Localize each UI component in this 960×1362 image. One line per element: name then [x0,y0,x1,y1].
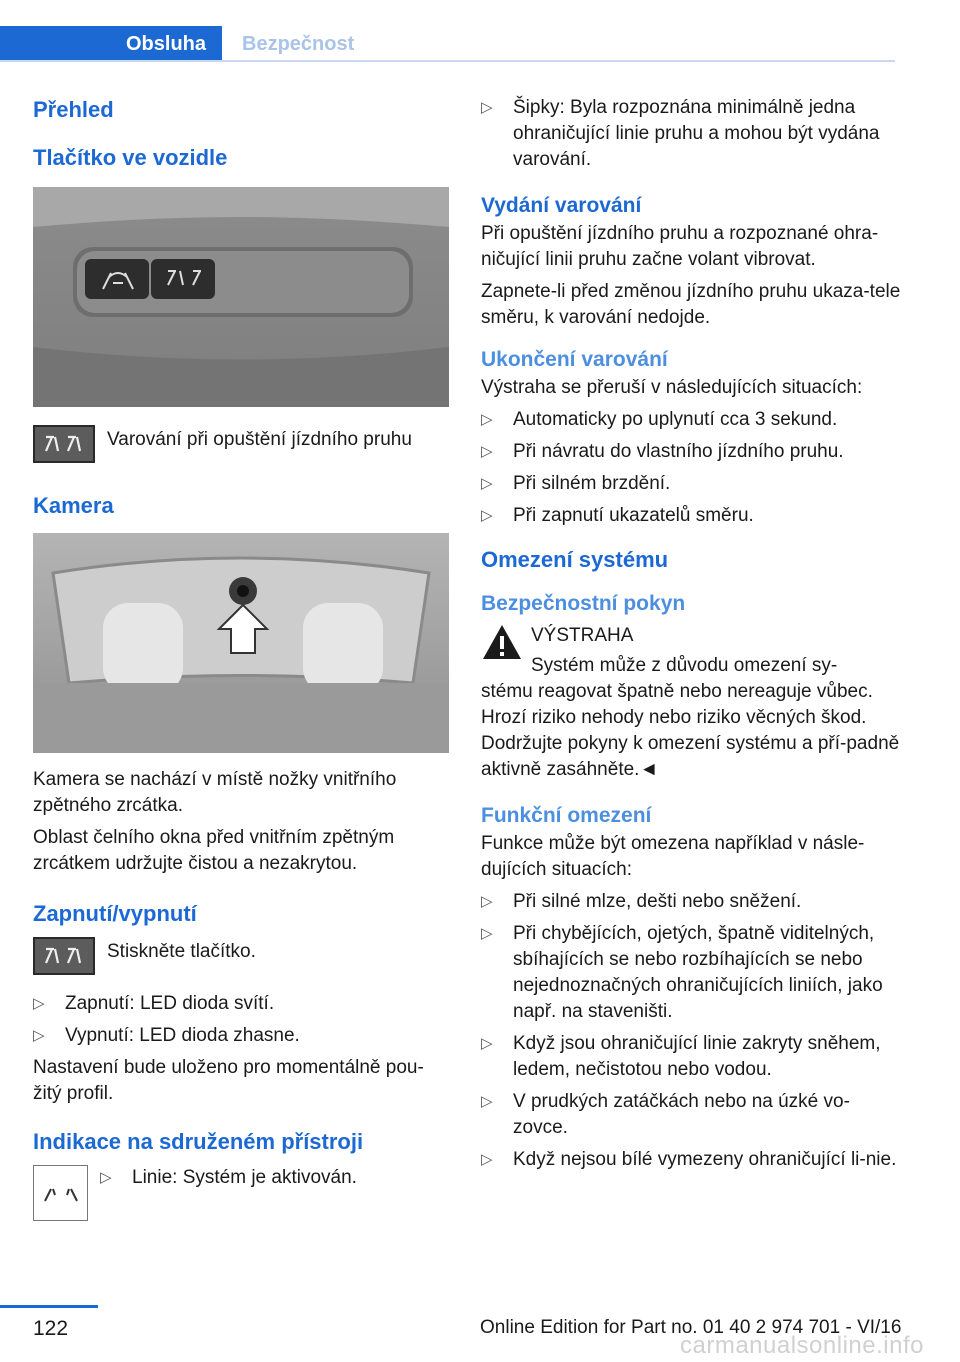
tabbar-underline [0,60,895,62]
onoff-list [33,991,449,1049]
list-item-text: Při silném brzdění. [513,473,671,494]
bullet-icon: ▷ [33,995,45,1012]
section-tabbar [0,26,895,62]
warning-paragraph-2: Zapnete-li před změnou jízdního pruhu ukaza-tele směru, k varování nedojde. [481,281,901,328]
heading-camera: Kamera [33,493,114,518]
bullet-icon: ▷ [481,925,493,942]
saved-profile-text: Nastavení bude uloženo pro momentálně pou-žitý profil. [33,1057,424,1104]
lane-departure-button-icon-2 [33,937,95,975]
page-number: 122 [33,1317,69,1340]
list-item [481,95,901,173]
list-item-text: Šipky: Byla rozpoznána minimálně jedna ohraničující linie pruhu a mohou být vydána varování. [513,97,880,170]
arrows-list [481,95,901,173]
lane-lines-indicator-icon [33,1165,88,1221]
functional-limits-intro: Funkce může být omezena například v násle-dujících situacích: [481,833,865,880]
heading-indication: Indikace na sdruženém přístroji [33,1129,364,1154]
warning-title: VÝSTRAHA [531,625,634,646]
camera-paragraph-2: Oblast čelního okna před vnitřním zpětným zrcátkem udržujte čistou a nezakrytou. [33,827,395,874]
list-item-text: Linie: Systém je aktivován. [132,1167,357,1188]
heading-overview: Přehled [33,97,114,122]
list-item [481,407,901,433]
list-item [33,1023,449,1049]
list-item [481,503,901,529]
list-item-text: Při chybějících, ojetých, špatně viditelných, sbíhajících se nebo rozbíhajících se nebo nejednoznačných ohraničujících liniích, jako např. na staveništi. [513,923,883,1022]
watermark: carmanualsonline.info [680,1332,924,1359]
heading-on-off: Zapnutí/vypnutí [33,901,197,926]
bullet-icon: ▷ [481,893,493,910]
footer-accent-line [0,1305,98,1308]
lane-warning-caption-row [33,425,449,463]
heading-safety-note: Bezpečnostní pokyn [481,592,686,615]
bullet-icon: ▷ [481,99,493,116]
bullet-icon: ▷ [481,411,493,428]
bullet-icon: ▷ [481,1035,493,1052]
end-warning-intro: Výstraha se přeruší v následujících situacích: [481,377,863,398]
list-item-text: Při zapnutí ukazatelů směru. [513,505,754,526]
functional-limits-list [481,889,901,1173]
left-column [33,95,449,1221]
warning-text-rest: stému reagovat špatně nebo nereaguje vůbec. Hrozí riziko nehody nebo riziko věcných škod. Dodržujte pokyny k omezení systému a pří-padně aktivně zasáhněte.◄ [481,681,900,780]
list-item-text: Při návratu do vlastního jízdního pruhu. [513,441,844,462]
bullet-icon: ▷ [481,475,493,492]
list-item-text: Zapnutí: LED dioda svítí. [65,993,275,1014]
list-item-text: Když nejsou bílé vymezeny ohraničující li-nie. [513,1149,897,1170]
heading-system-limits: Omezení systému [481,547,669,572]
button-panel-photo [33,187,449,407]
list-item-text: Když jsou ohraničující linie zakryty sněhem, ledem, nečistotou nebo vodou. [513,1033,881,1080]
indication-list [100,1165,357,1197]
camera-photo [33,533,449,753]
edition-text: Online Edition for Part no. 01 40 2 974 701 - VI/16 [480,1317,902,1338]
list-item [33,991,449,1017]
warning-triangle-icon [481,623,523,661]
bullet-icon: ▷ [481,507,493,524]
list-item [481,921,901,1025]
heading-button-in-vehicle: Tlačítko ve vozidle [33,145,228,170]
end-warning-list [481,407,901,529]
list-item-text: V prudkých zatáčkách nebo na úzké vo-zovce. [513,1091,850,1138]
list-item [481,889,901,915]
list-item [481,1089,901,1141]
warning-paragraph-1: Při opuštění jízdního pruhu a rozpoznané ohra-ničující linii pruhu začne volant vibrovat. [481,223,879,270]
heading-warning-issue: Vydání varování [481,194,642,217]
tab-bezpecnost[interactable]: Bezpečnost [242,32,355,55]
bullet-icon: ▷ [481,443,493,460]
list-item [100,1165,357,1191]
bullet-icon: ▷ [100,1169,112,1186]
list-item [481,1031,901,1083]
heading-end-warning: Ukončení varování [481,348,668,371]
list-item-text: Automaticky po uplynutí cca 3 sekund. [513,409,838,430]
press-button-row [33,937,449,975]
list-item-text: Při silné mlze, dešti nebo sněžení. [513,891,802,912]
indication-row [33,1165,449,1221]
bullet-icon: ▷ [481,1151,493,1168]
list-item [481,1147,901,1173]
bullet-icon: ▷ [33,1027,45,1044]
press-button-text: Stiskněte tlačítko. [107,941,256,962]
list-item [481,439,901,465]
warning-box [481,623,901,679]
lane-warning-caption: Varování při opuštění jízdního pruhu [107,429,412,450]
lane-departure-button-icon [33,425,95,463]
camera-paragraph-1: Kamera se nachází v místě nožky vnitřního zpětného zrcátka. [33,769,397,816]
list-item [481,471,901,497]
bullet-icon: ▷ [481,1093,493,1110]
heading-functional-limits: Funkční omezení [481,804,652,827]
list-item-text: Vypnutí: LED dioda zhasne. [65,1025,300,1046]
tab-obsluha[interactable]: Obsluha [0,26,222,62]
warning-text-line-1: Systém může z důvodu omezení sy- [531,655,838,676]
right-column [481,95,901,1179]
